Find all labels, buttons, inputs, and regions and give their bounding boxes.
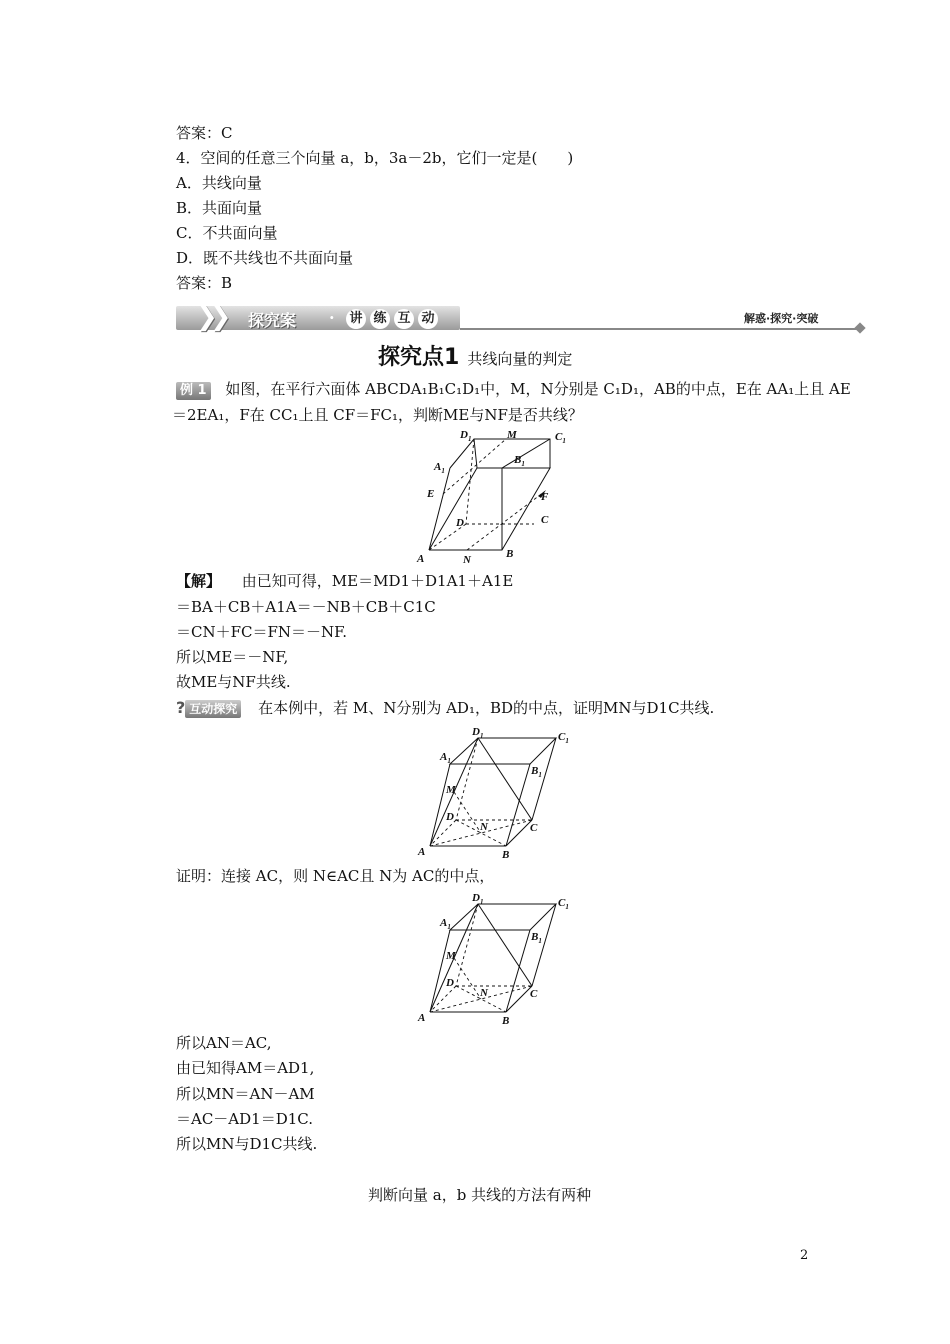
banner-right-text: 解惑·探究·突破 [744, 312, 819, 325]
proof-line-4: 所以MN＝AN－AM [176, 1085, 315, 1103]
section-number: 探究点1 [378, 345, 460, 370]
label-D1: $D_1$ [472, 892, 484, 906]
section-title [378, 340, 572, 371]
interactive-tag: 互动探究 [185, 700, 241, 718]
banner-char: 动 [418, 309, 438, 329]
parallelepiped-figure-1 [410, 426, 580, 568]
example-text-1: 如图，在平行六面体 ABCDA₁B₁C₁D₁中，M，N分别是 C₁D₁，AB的中点，E在 AA₁上且 AE [225, 380, 851, 398]
solution-label: 【解】 [176, 572, 222, 590]
label-C: C [541, 514, 549, 526]
example-line-1 [176, 378, 851, 400]
banner-rule [460, 328, 860, 330]
solution-line-2: ＝BA＋CB＋A1A＝－NB＋CB＋C1C [176, 598, 436, 616]
label-E: E [427, 488, 435, 500]
label-B: B [502, 1015, 510, 1027]
interactive-line [176, 697, 714, 719]
solution-line-1 [176, 570, 513, 592]
section-banner [176, 304, 866, 334]
example-tag: 例 1 [176, 382, 211, 400]
option-c: C．不共面向量 [176, 224, 278, 242]
label-C1: $C_1$ [555, 431, 566, 445]
solution-line-3: ＝CN＋FC＝FN＝－NF. [176, 623, 347, 641]
label-B: B [502, 849, 510, 861]
option-b: B．共面向量 [176, 199, 263, 217]
solution-line-5: 故ME与NF共线. [176, 673, 291, 691]
proof-line-5: ＝AC－AD1＝D1C. [176, 1110, 313, 1128]
solution-text-1: 由已知可得，ME＝MD1＋D1A1＋A1E [241, 572, 514, 590]
label-A1: $A_1$ [440, 917, 451, 931]
banner-char: 讲 [346, 309, 366, 329]
proof-line-1: 证明：连接 AC，则 N∈AC且 N为 AC的中点， [176, 867, 495, 885]
summary-line: 判断向量 a，b 共线的方法有两种 [368, 1186, 592, 1204]
label-B1: $B_1$ [514, 454, 525, 468]
question-mark-icon: ? [176, 698, 186, 717]
banner-char: 互 [394, 309, 414, 329]
parallelepiped-figure-2 [410, 724, 580, 864]
label-A1: $A_1$ [440, 751, 451, 765]
label-D: D [456, 517, 464, 529]
label-M: M [507, 429, 517, 441]
label-N: N [480, 987, 488, 999]
label-M: M [446, 950, 456, 962]
label-C: C [530, 822, 538, 834]
label-N: N [480, 821, 488, 833]
label-D1: $D_1$ [460, 429, 472, 443]
label-C: C [530, 988, 538, 1000]
proof-line-3: 由已知得AM＝AD1, [176, 1059, 315, 1077]
parallelepiped-figure-3 [410, 890, 580, 1030]
label-B1: $B_1$ [531, 765, 542, 779]
label-B: B [506, 548, 514, 560]
label-C1: $C_1$ [558, 731, 569, 745]
interactive-text: 在本例中，若 M、N分别为 AD₁，BD的中点，证明MN与D1C共线. [258, 699, 715, 717]
example-line-2: ＝2EA₁，F在 CC₁上且 CF＝FC₁，判断ME与NF是否共线？ [172, 406, 583, 424]
label-A: A [417, 553, 425, 565]
label-N: N [463, 554, 471, 566]
label-D1: $D_1$ [472, 726, 484, 740]
question-4: 4．空间的任意三个向量 a，b，3a－2b，它们一定是( ) [176, 149, 574, 167]
label-A: A [418, 1012, 426, 1024]
label-D: D [446, 977, 454, 989]
page-number: 2 [800, 1248, 809, 1263]
label-M: M [446, 784, 456, 796]
label-A1: $A_1$ [434, 461, 445, 475]
label-A: A [418, 846, 426, 858]
label-D: D [446, 811, 454, 823]
answer-c: 答案：C [176, 124, 233, 142]
banner-dot: · [329, 308, 335, 327]
double-chevron-icon: ❯❯ [196, 302, 224, 332]
label-C1: $C_1$ [558, 897, 569, 911]
banner-title: 探究案 [248, 311, 297, 330]
proof-line-6: 所以MN与D1C共线. [176, 1135, 318, 1153]
section-subtitle: 共线向量的判定 [467, 350, 573, 368]
option-a: A．共线向量 [176, 174, 262, 192]
diamond-icon [854, 322, 865, 333]
label-F: F [541, 491, 549, 503]
solution-line-4: 所以ME＝－NF, [176, 648, 289, 666]
label-B1: $B_1$ [531, 931, 542, 945]
proof-line-2: 所以AN＝AC, [176, 1034, 272, 1052]
banner-chars [346, 307, 442, 327]
answer-b: 答案：B [176, 274, 233, 292]
banner-char: 练 [370, 309, 390, 329]
option-d: D．既不共线也不共面向量 [176, 249, 354, 267]
